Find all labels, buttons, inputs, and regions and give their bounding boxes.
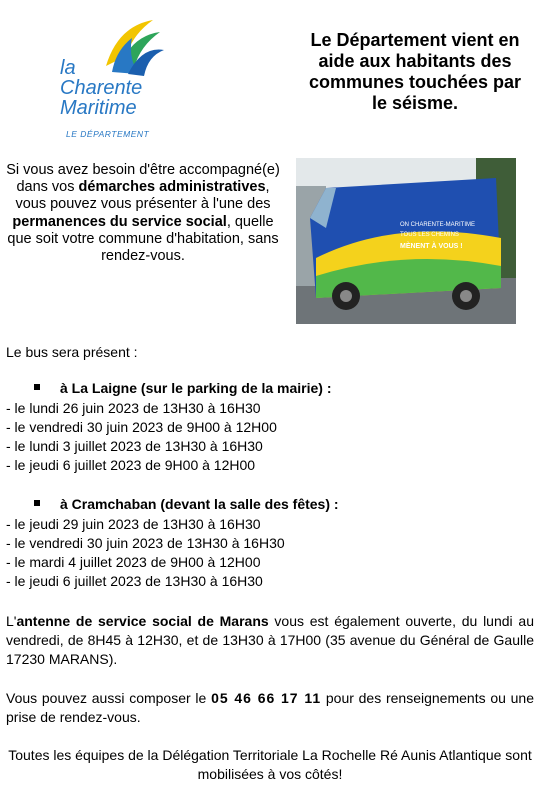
date-line: - le lundi 26 juin 2023 de 13H30 à 16H30	[6, 400, 261, 416]
date-line: - le vendredi 30 juin 2023 de 13H30 à 16H30	[6, 535, 285, 551]
intro-text-1: Si vous avez besoin d'être accompagné(e) dans vos	[6, 162, 280, 196]
date-line: - le jeudi 6 juillet 2023 de 9H00 à 12H00	[6, 457, 256, 473]
intro-text-3: , quelle que soit votre commune d'habitation, sans rendez-vous.	[7, 213, 279, 265]
logo-text-la: la	[60, 57, 76, 79]
intro-bold-2: permanences du service social	[12, 213, 227, 230]
location-name: à Cramchaban (devant la salle des fêtes) :	[60, 496, 339, 512]
date-line: - le vendredi 30 juin 2023 de 9H00 à 12H00	[6, 419, 277, 435]
antenne-bold: antenne de service social de Marans	[16, 613, 269, 629]
logo-text-maritime: Maritime	[60, 97, 137, 119]
bus-text-line2: TOUS LES CHEMINS	[400, 232, 459, 238]
phone-text-1: Vous pouvez aussi composer le	[6, 690, 212, 706]
bullet-icon	[34, 384, 40, 390]
footer-text: Toutes les équipes de la Délégation Territoriale La Rochelle Ré Aunis Atlantique sont mobilisées à vos côtés!	[8, 747, 532, 782]
date-line: - le jeudi 6 juillet 2023 de 13H30 à 16H30	[6, 573, 263, 589]
location-name: à La Laigne (sur le parking de la mairie) :	[60, 380, 332, 396]
date-line: - le mardi 4 juillet 2023 de 9H00 à 12H00	[6, 554, 261, 570]
location-heading-la-laigne	[34, 380, 332, 396]
intro-text-2: , vous pouvez vous présenter à l'une des	[15, 179, 271, 213]
phone-paragraph	[6, 689, 534, 727]
antenne-text-1: L'	[6, 613, 17, 629]
logo-text-departement: LE DÉPARTEMENT	[66, 129, 150, 139]
headline: Le Département vient en aide aux habitants des communes touchées par le séisme.	[308, 30, 522, 113]
antenne-text-2: vous est également ouverte, du lundi au vendredi, de 8H45 à 12H30, et de 13H30 à 17H00 (35 avenue du Général de Gaulle 17230 MARANS).	[6, 613, 534, 667]
department-logo	[54, 16, 174, 146]
bullet-icon	[34, 500, 40, 506]
bus-intro: Le bus sera présent :	[6, 344, 138, 360]
date-line: - le jeudi 29 juin 2023 de 13H30 à 16H30	[6, 516, 261, 532]
phone-number: 05 46 66 17 11	[211, 690, 322, 706]
phone-text-2: pour des renseignements ou une prise de rendez-vous.	[6, 690, 535, 725]
intro-bold-1: démarches administratives	[78, 179, 266, 196]
bus-text-line3: MÈNENT À VOUS !	[400, 243, 463, 250]
birds-icon	[98, 16, 168, 76]
date-line: - le lundi 3 juillet 2023 de 13H30 à 16H30	[6, 438, 263, 454]
bus-photo	[296, 158, 516, 324]
antenne-paragraph	[6, 612, 534, 669]
intro-paragraph	[6, 162, 280, 265]
logo-text-charente: Charente	[60, 77, 143, 99]
location-heading-cramchaban	[34, 496, 339, 512]
bus-text-line1: ON CHARENTE-MARITIME	[400, 222, 475, 228]
